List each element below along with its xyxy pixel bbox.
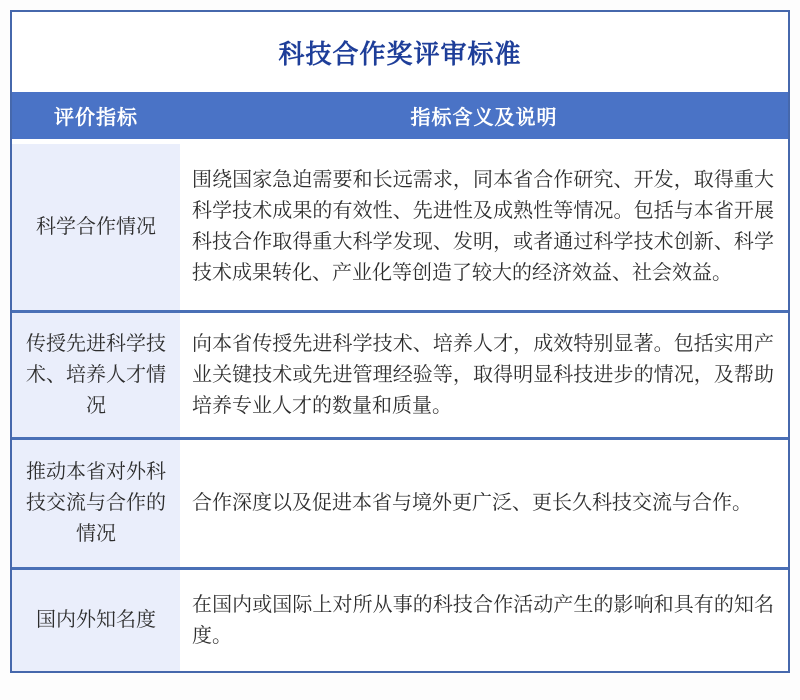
table-row <box>12 567 788 671</box>
indicator-cell: 科学合作情况 <box>12 144 180 310</box>
description-cell: 向本省传授先进科学技术、培养人才，成效特别显著。包括实用产业关键技术或先进管理经验等，取得明显科技进步的情况，及帮助培养专业人才的数量和质量。 <box>192 332 774 417</box>
table-title-bar <box>12 12 788 92</box>
table-header-row <box>12 92 788 144</box>
description-cell: 围绕国家急迫需要和长远需求，同本省合作研究、开发，取得重大科学技术成果的有效性、先进性及成熟性等情况。包括与本省开展科技合作取得重大科学发现、发明，或者通过科学技术创新、科学技术成果转化、产业化等创造了较大的经济效益、社会效益。 <box>192 169 774 284</box>
table-row <box>12 310 788 437</box>
description-cell: 在国内或国际上对所从事的科技合作活动产生的影响和具有的知名度。 <box>192 593 774 647</box>
table-row <box>12 437 788 567</box>
criteria-table <box>10 10 790 673</box>
indicator-cell: 传授先进科学技术、培养人才情况 <box>12 313 180 437</box>
indicator-cell: 推动本省对外科技交流与合作的情况 <box>12 440 180 567</box>
page-title: 科技合作奖评审标准 <box>278 38 522 69</box>
header-cell-description: 指标含义及说明 <box>410 107 558 129</box>
description-cell: 合作深度以及促进本省与境外更广泛、更长久科技交流与合作。 <box>192 492 752 514</box>
indicator-cell: 国内外知名度 <box>12 570 180 671</box>
table-row <box>12 144 788 310</box>
header-cell-indicator: 评价指标 <box>54 107 138 129</box>
